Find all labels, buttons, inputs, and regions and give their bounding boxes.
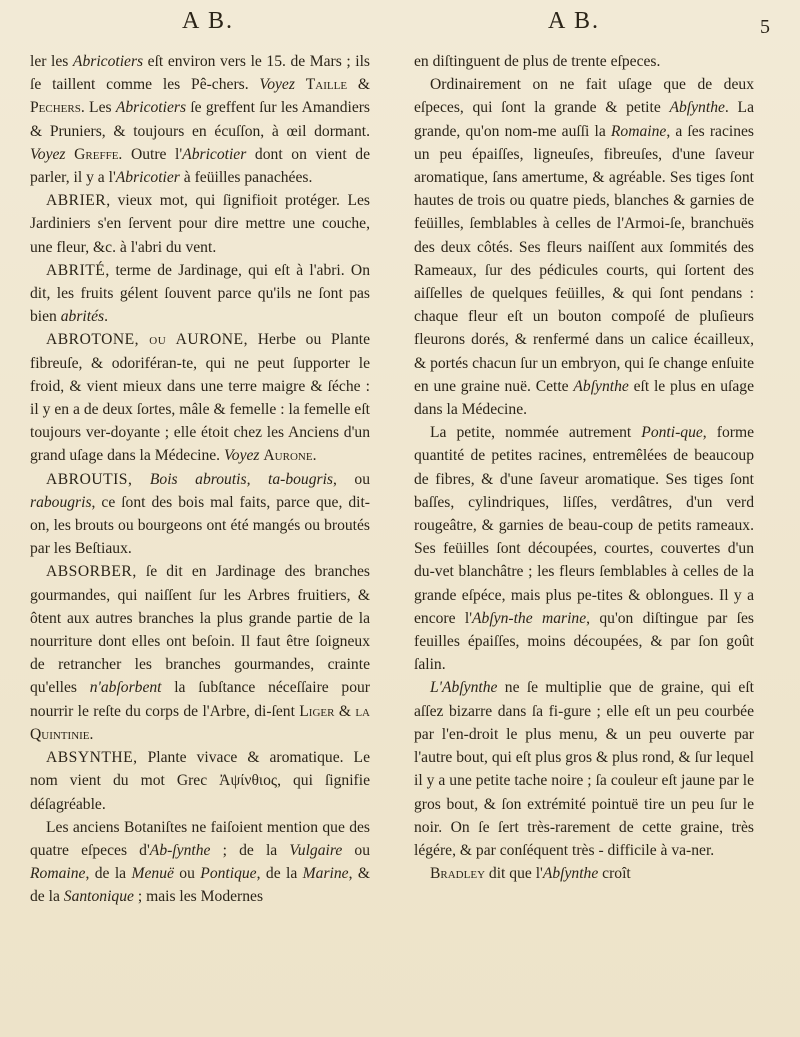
entry-abroutis: ABROUTIS, Bois abroutis, ta-bougris, ou rabougris, ce ſont des bois mal faits, parce que, dit-on, les brouts ou bourgeons ont été mangés ou broutés par les Beſtiaux.: [30, 470, 371, 558]
entry-absorber: ABSORBER, ſe dit en Jardinage des branches gourmandes, qui naiſſent ſur les Arbres fruitiers, & ôtent aux autres branches la plus grande partie de la nourriture dont elles ont beſoin. Il faut être ſoigneux de retrancher les branches gourmandes, crainte qu'elles n'abſorbent la ſubſtance néceſſaire pour nourrir le reſte du corps de l'Arbre, di-ſent Liger & la Quintinie.: [30, 563, 370, 743]
absynthe-petite-paragraph: La petite, nommée autrement Ponti-que, forme quantité de petites racines, entremêlées de beaucoup de fibres, & d'une ſaveur aromatique. Ses tiges ſont baſſes, cylindriques, liſſes, verdâtres, d'un verd rougeâtre, & garnies de beau-coup de petits rameaux. Ses feüilles ſont découpées, courtes, couvertes d'un du-vet blanchâtre ; les fleurs ſemblables à celles de la grande eſpéce, mais plus pe-tites & oblongues. Il y a encore l'Abſyn-the marine, qu'on diſtingue par ſes feuilles épaiſſes, moins découpées, & par ſon goût ſalin.: [414, 424, 754, 674]
absynthe-species-paragraph: Les anciens Botaniſtes ne faiſoient mention que des quatre eſpeces d'Ab-ſynthe ; de la Vulgaire ou Romaine, de la Menuë ou Pontique, de la Marine, & de la Santonique ; mais les Modernes: [30, 818, 371, 906]
absynthe-grande-paragraph: Ordinairement on ne fait uſage que de deux eſpeces, qui ſont la grande & petite Abſynthe. La grande, qu'on nom-me auſſi la Romaine, a ſes racines un peu épaiſſes, ligneuſes, fibreuſes, d'une ſaveur aromatique, ſans amertume, & agréable. Ses tiges ſont hautes de trois ou quatre pieds, blanches & garnies de feüilles, ſemblables à celles de l'Armoi-ſe, branchuës des deux côtés. Ses fleurs naiſſent aux ſommités des Rameaux, ſur des pédicules courts, qui ſortent des aiſſelles de quelques feüilles, & qui ſont pendans : chaque fleur eſt un bouton compoſé de pluſieurs fleurons dorés, & renfermé dans un calice écailleux, & portés chacun ſur un embryon, qui ſe change enſuite en une graine nuë. Cette Abſynthe eſt le plus en uſage dans la Médecine.: [414, 76, 754, 419]
page-number: 5: [760, 16, 770, 38]
entry-absynthe: ABSYNTHE, Plante vivace & aromatique. Le nom vient du mot Grec Ἀψίνθιος, qui ſignifie déſagréable.: [30, 749, 370, 813]
left-column: [30, 50, 370, 909]
entry-abrier: ABRIER, vieux mot, qui ſignifioit protéger. Les Jardiniers s'en ſervent pour dire mettre une couche, une fleur, &c. à l'abri du vent.: [30, 192, 370, 256]
bradley-paragraph: Bradley dit que l'Abſynthe croît: [430, 865, 631, 883]
running-head-left: A B.: [182, 8, 235, 34]
entry-abrite: ABRITÉ, terme de Jardinage, qui eſt à l'abri. On dit, les fruits gélent ſouvent parce qu'ils ne ſont pas bien abrités.: [30, 261, 370, 326]
entry-abricotier-continued: ler les Abricotiers eſt environ vers le 15. de Mars ; ils ſe taillent comme les Pê-chers. Voyez Taille & Pechers. Les Abricotiers ſe greffent ſur les Amandiers & Pruniers, & toujours en écuſſon, à œil dormant. Voyez Greffe. Outre l'Abricotier dont on vient de parler, il y a l'Abricotier à feüilles panachées.: [30, 53, 370, 187]
absynthe-seed-paragraph: L'Abſynthe ne ſe multiplie que de graine, qui eſt aſſez bizarre dans ſa fi-gure ; elle eſt un peu courbée par l'en-droit le plus menu, & un peu ouverte par l'autre bout, qui eſt plus gros & plus rond, & ſur lequel il y a une petite tache noire ; ſa couleur eſt jaune par le gros bout, & ſon extrémité pointuë tire un peu ſur le noir. On ſe ſert très-rarement de cette graine, très légére, & par conſéquent très - difficile à va-ner.: [414, 679, 754, 859]
right-column: [414, 50, 754, 885]
running-head-right: A B.: [548, 8, 601, 34]
absynthe-species-continued: en diſtinguent de plus de trente eſpeces.: [414, 53, 661, 70]
entry-abrotone: ABROTONE, ou AURONE, Herbe ou Plante fibreuſe, & odoriféran-te, qui ne peut ſupporter le froid, & vient mieux dans une terre maigre & ſéche : il y en a de deux ſortes, mâle & femelle : la femelle eſt toujours ver-doyante ; elle étoit chez les Anciens d'un grand uſage dans la Médecine. Voyez Aurone.: [30, 331, 370, 465]
